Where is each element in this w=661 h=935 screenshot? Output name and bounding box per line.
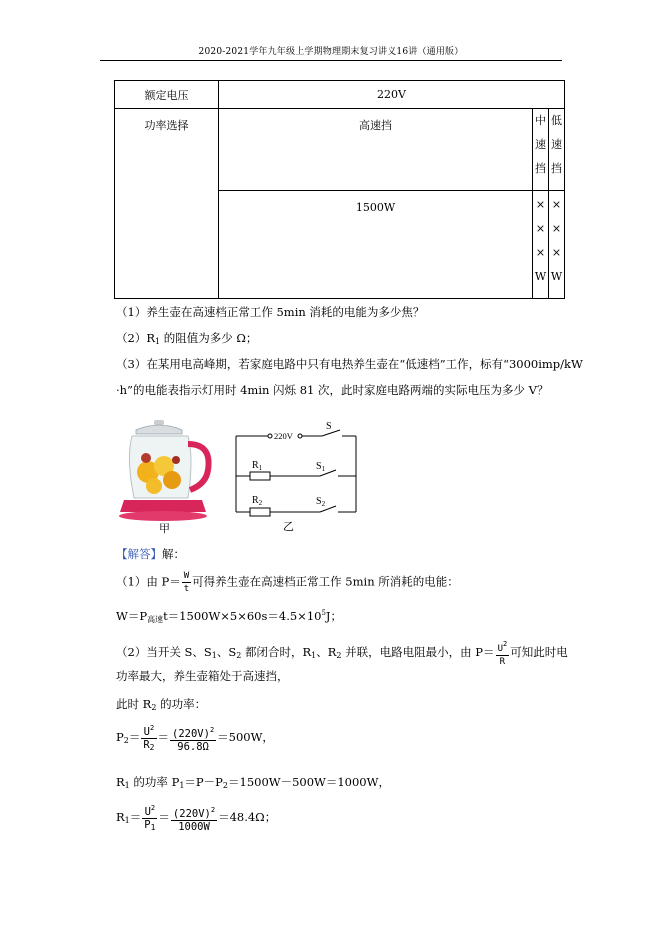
answer-part-2-line2: 功率最大，养生壶箱处于高速挡，: [116, 669, 289, 683]
label-mid-speed: 中 速 挡: [533, 109, 549, 191]
source-voltage-label: 220V: [274, 431, 293, 441]
label-high-speed: 高速挡: [219, 109, 533, 191]
answer-heading: 【解答】解：: [116, 547, 185, 561]
value-mid-speed: × × × W: [533, 191, 549, 299]
label-rated-voltage: 额定电压: [115, 81, 219, 109]
svg-text:S2: $S_2$: [316, 496, 326, 508]
header-divider: [100, 60, 562, 61]
answer-tag: 【解答】: [116, 547, 162, 561]
answer-part-3: 此时 $R_2$ 的功率：: [116, 697, 207, 712]
answer-formula-p2: $P_2=$ $\frac{U^2}{R_2}$ ＝ $\frac{(220V)^2}{96.8\Omega}$ ＝500W，: [116, 724, 274, 753]
kettle-illustration: [118, 418, 218, 522]
figure-label-yi: 乙: [283, 520, 294, 533]
label-power-select: 功率选择: [115, 109, 219, 299]
answer-part-2: （2）当开关 S、$S_1$、$S_2$ 都闭合时，$R_1$、$R_2$ 并联，电路电阻最小，由 P＝ $\frac{U^2}{R}$ 可知此时电: [116, 640, 568, 667]
answer-part-1-calc: $W=P_{高速}t=1500W\times 5\times 60s=4.5\times 10^5J$；: [116, 609, 343, 624]
figure-label-jia: 甲: [159, 522, 170, 535]
answer-part-1: （1）由 P＝ $\frac{W}{t}$ 可得养生壶在高速档正常工作 5min 所消耗的电能：: [116, 571, 459, 594]
label-low-speed: 低 速 挡: [549, 109, 565, 191]
question-2: $(2)R_1$ 的阻值为多少 Ω；: [116, 331, 258, 346]
question-1: （1）养生壶在高速档正常工作 5min 消耗的电能为多少焦？: [116, 305, 425, 319]
value-high-speed: 1500W: [219, 191, 533, 299]
page-header: 2020-2021学年九年级上学期物理期末复习讲义16讲（通用版）: [198, 47, 464, 57]
spec-table: [114, 80, 565, 299]
value-low-speed: × × × W: [549, 191, 565, 299]
value-rated-voltage: 220V: [219, 81, 565, 109]
svg-text:R2: $R_2$: [252, 495, 263, 507]
svg-text:S1: $S_1$: [316, 461, 326, 473]
answer-formula-r1: $R_1=$ $\frac{U^2}{P_1}$ ＝ $\frac{(220V)^2}{1000W}$ ＝48.4Ω；: [116, 804, 277, 833]
question-3-line1: （3）在某用电高峰期，若家庭电路中只有电热养生壶在“低速档”工作，标有“3000imp/kW: [116, 357, 583, 371]
circuit-diagram: [232, 420, 362, 522]
table-row-voltage: [115, 81, 565, 109]
svg-text:R1: $R_1$: [252, 460, 263, 472]
question-3-line2: ·h”的电能表指示灯用时 4min 闪烁 81 次，此时家庭电路两端的实际电压为多少 V？: [116, 383, 549, 397]
answer-part-5: $R_1$ 的功率 $P_1=P-P_2=1500W-500W=1000W$，: [116, 775, 390, 790]
table-row-power-header: [115, 109, 565, 191]
switch-s-label: S: [326, 421, 332, 432]
